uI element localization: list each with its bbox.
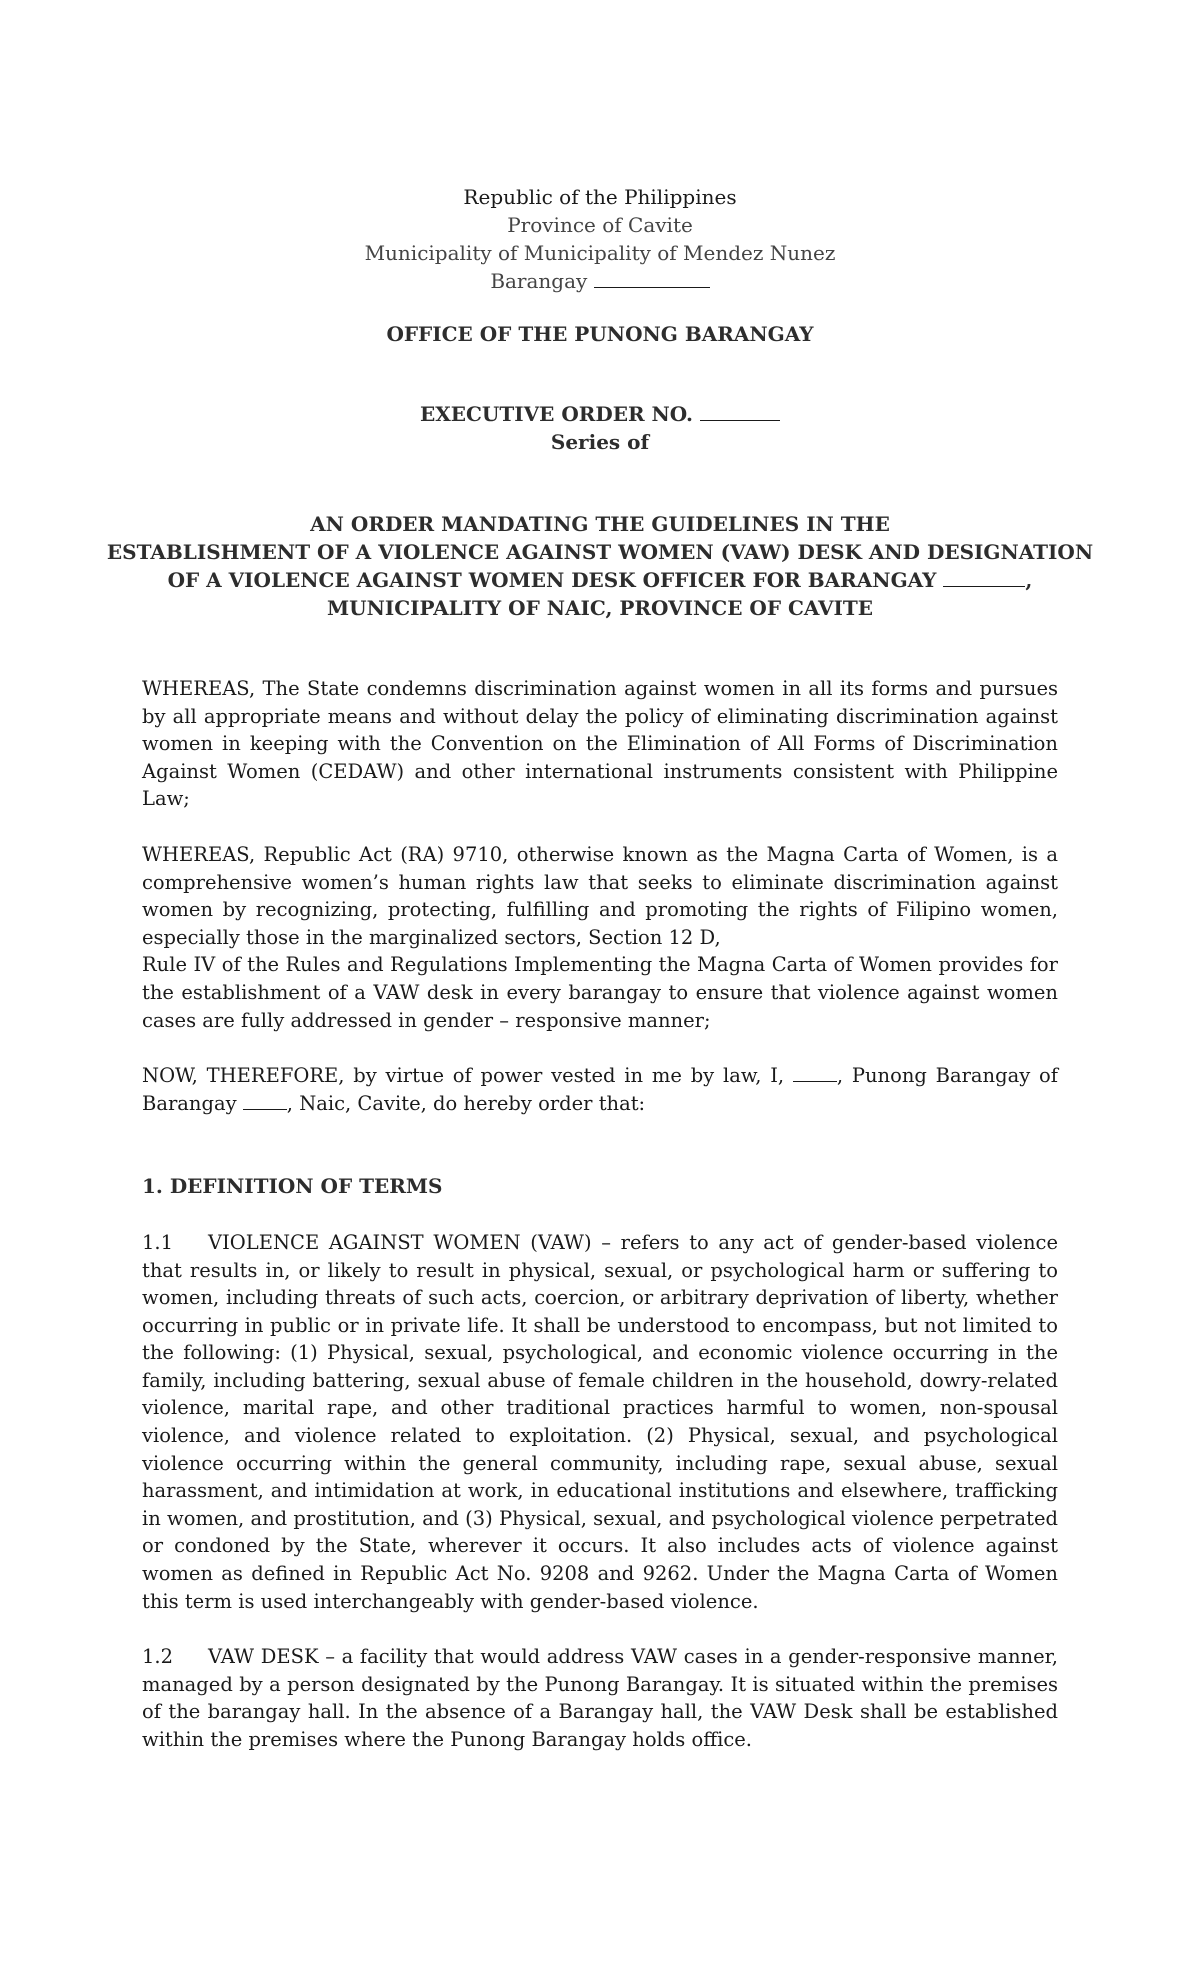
definition-1-1 [142, 1229, 1058, 1615]
series-line: Series of [550, 430, 650, 454]
title-line-1: AN ORDER MANDATING THE GUIDELINES IN THE [310, 512, 890, 536]
title-line-3-text: OF A VIOLENCE AGAINST WOMEN DESK OFFICER FOR BARANGAY [167, 568, 937, 592]
republic-line: Republic of the Philippines [463, 185, 737, 209]
executive-order-block [0, 400, 1200, 456]
definition-1-2-text: VAW DESK – a facility that would address VAW cases in a gender-responsive manner, managed by a person designated by the Punong Barangay. It is situated within the premises of the barangay hall. In the absence of a Barangay hall, the VAW Desk shall be established within the premises where the Punong Barangay holds office. [142, 1645, 1058, 1751]
province-line: Province of Cavite [507, 213, 693, 237]
barangay-name-blank [943, 570, 1025, 587]
now-therefore-part-1: NOW, THEREFORE, by virtue of power vested in me by law, I, [142, 1064, 785, 1088]
barangay-blank [594, 271, 710, 288]
whereas-clause-2-continued: Rule IV of the Rules and Regulations Implementing the Magna Carta of Women provides for the establishment of a VAW desk in every barangay to ensure that violence against women cases are fully addressed in gender – responsive manner; [142, 953, 1058, 1032]
whereas-clause-1: WHEREAS, The State condemns discrimination against women in all its forms and pursues by all appropriate means and without delay the policy of eliminating discrimination against women in keeping with the Convention on the Elimination of All Forms of Discrimination Against Women (CEDAW) and other international instruments consistent with Philippine Law; [142, 677, 1058, 811]
definition-1-2 [142, 1643, 1058, 1753]
punong-barangay-name-blank [793, 1065, 837, 1082]
order-number-label: EXECUTIVE ORDER NO. [419, 402, 694, 426]
office-title: OFFICE OF THE PUNONG BARANGAY [386, 322, 814, 346]
whereas-clause-2: WHEREAS, Republic Act (RA) 9710, otherwise known as the Magna Carta of Women, is a comprehensive women’s human rights law that seeks to eliminate discrimination against women by recognizing, protecting, fulfilling and promoting the rights of Filipino women, especially those in the marginalized sectors, Section 12 D, [142, 842, 1058, 949]
definition-1-1-text: VIOLENCE AGAINST WOMEN (VAW) – refers to any act of gender-based violence that results in, or likely to result in physical, sexual, or psychological harm or suffering to women, including threats of such acts, coercion, or arbitrary deprivation of liberty, whether occurring in public or in private life. It shall be understood to encompass, but not limited to the following: (1) Physical, sexual, psychological, and economic violence occurring in the family, including battering, sexual abuse of female children in the household, dowry-related violence, marital rape, and other traditional practices harmful to women, non-spousal violence, and violence related to exploitation. (2) Physical, sexual, and psychological violence occurring within the general community, including rape, sexual abuse, sexual harassment, and intimidation at work, in educational institutions and elsewhere, trafficking in women, and prostitution, and (3) Physical, sexual, and psychological violence perpetrated or condoned by the State, wherever it occurs. It also includes acts of violence against women as defined in Republic Act No. 9208 and 9262. Under the Magna Carta of Women this term is used interchangeably with gender-based violence. [142, 1230, 1058, 1613]
title-line-4: MUNICIPALITY OF NAIC, PROVINCE OF CAVITE [327, 596, 873, 620]
barangay-label: Barangay [490, 269, 588, 293]
title-line-3 [0, 566, 1200, 594]
title-line-3-comma: , [1025, 568, 1033, 592]
municipality-line: Municipality of Municipality of Mendez Nunez [364, 241, 836, 265]
order-title [0, 510, 1200, 622]
letterhead [0, 183, 1200, 295]
order-number-line [0, 400, 1200, 428]
definition-1-1-number: 1.1 [142, 1230, 174, 1254]
barangay-blank-2 [243, 1093, 287, 1110]
order-number-blank [700, 404, 780, 421]
barangay-line [0, 267, 1200, 295]
definition-1-2-number: 1.2 [142, 1645, 174, 1669]
title-line-2: ESTABLISHMENT OF A VIOLENCE AGAINST WOMEN (VAW) DESK AND DESIGNATION [106, 540, 1094, 564]
document-body [142, 675, 1058, 1782]
section-heading-definitions: 1. DEFINITION OF TERMS [142, 1174, 443, 1199]
now-therefore-part-3: , Naic, Cavite, do hereby order that: [286, 1091, 646, 1115]
now-therefore-part-2: , Punong Barangay of Barangay [142, 1064, 1058, 1115]
now-therefore-clause [142, 1062, 1058, 1117]
